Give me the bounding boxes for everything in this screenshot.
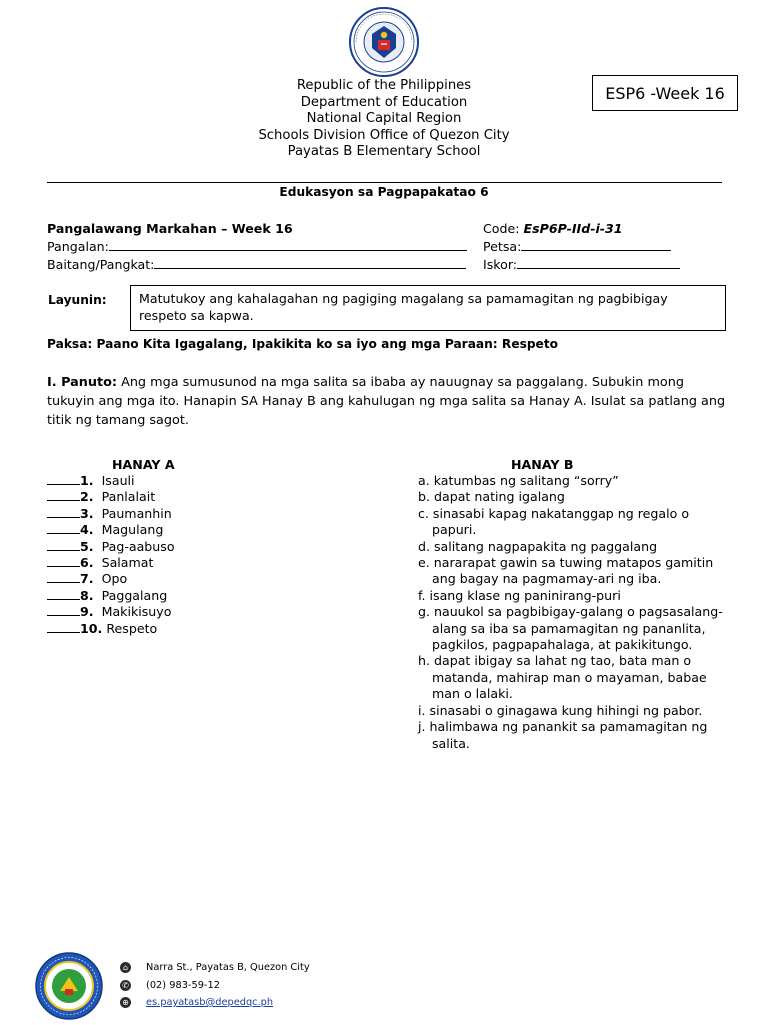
- objective-label: Layunin:: [48, 293, 107, 307]
- globe-icon: ⊕: [120, 997, 131, 1008]
- code-line: [483, 221, 623, 236]
- list-item: [47, 571, 175, 587]
- item-number: 3.: [80, 505, 94, 521]
- institution-header: [180, 78, 588, 161]
- hanay-a-title: HANAY A: [112, 457, 175, 472]
- header-divider: [47, 182, 722, 183]
- list-item: [47, 506, 175, 522]
- definition-item: i. sinasabi o ginagawa kung hihingi ng pabor.: [418, 702, 703, 718]
- header-line-school: Payatas B Elementary School: [287, 144, 481, 159]
- definition-item: a. katumbas ng salitang “sorry”: [418, 473, 619, 488]
- header-line-division: Schools Division Office of Quezon City: [258, 127, 510, 143]
- item-number: 10.: [80, 620, 103, 636]
- list-item: [47, 473, 175, 489]
- item-word: Isauli: [101, 473, 135, 488]
- item-word: Magulang: [101, 522, 164, 538]
- quarter-label: Pangalawang Markahan – Week 16: [47, 221, 293, 236]
- answer-blank[interactable]: [47, 604, 80, 616]
- answer-blank[interactable]: [47, 555, 80, 567]
- item-number: 7.: [80, 571, 94, 587]
- list-item: [47, 621, 175, 637]
- week-badge-label: ESP6 -Week 16: [605, 83, 725, 103]
- definition-item: e. nararapat gawin sa tuwing matapos gamitin ang bagay na pagmamay-ari ng iba.: [418, 555, 714, 587]
- definition-item: h. dapat ibigay sa lahat ng tao, bata man o matanda, mahirap man o mayaman, babae man o lalaki.: [418, 653, 707, 702]
- date-line: [483, 238, 671, 254]
- hanay-a-list: [47, 473, 175, 637]
- item-number: 5.: [80, 538, 94, 554]
- footer-phone: (02) 983-59-12: [146, 980, 220, 991]
- answer-blank[interactable]: [47, 522, 80, 534]
- answer-blank[interactable]: [47, 473, 80, 485]
- grade-label: Baitang/Pangkat:: [47, 257, 155, 272]
- item-number: 4.: [80, 522, 94, 538]
- definition-item: j. halimbawa ng panankit sa pamamagitan ng salita.: [418, 719, 708, 751]
- week-badge: [592, 75, 738, 111]
- topic-heading: Paksa: Paano Kita Igagalang, Ipakikita ko sa iyo ang mga Paraan: Respeto: [47, 337, 559, 351]
- list-item: [47, 604, 175, 620]
- item-word: Paumanhin: [101, 505, 172, 521]
- item-word: Salamat: [101, 555, 154, 571]
- item-word: Respeto: [106, 620, 158, 636]
- answer-blank[interactable]: [47, 506, 80, 518]
- deped-seal-logo: [348, 6, 420, 78]
- score-line: [483, 256, 680, 272]
- item-word: Panlalait: [101, 489, 156, 505]
- answer-blank[interactable]: [47, 621, 80, 633]
- definition-item: d. salitang nagpapakita ng paggalang: [418, 538, 658, 554]
- definition-item: f. isang klase ng paninirang-puri: [418, 587, 621, 603]
- item-word: Makikisuyo: [101, 604, 172, 620]
- instruction-paragraph: [47, 373, 732, 431]
- name-label: Pangalan:: [47, 239, 109, 254]
- item-word: Pag-aabuso: [101, 538, 175, 554]
- objective-text: Matutukoy ang kahalagahan ng pagiging magalang sa pamamagitan ng pagbibigay respeto sa kapwa.: [139, 291, 668, 323]
- instruction-text: Ang mga sumusunod na mga salita sa ibaba ay nauugnay sa paggalang. Subukin mong tukuyin ang mga ito. Hanapin SA Hanay B ang kahulugan ng mga salita sa Hanay A. Isulat sa patlang ang titik ng tamang sagot.: [47, 375, 726, 429]
- hanay-b-list: [418, 473, 723, 752]
- footer-address: Narra St., Payatas B, Quezon City: [146, 962, 310, 973]
- date-label: Petsa:: [483, 239, 522, 254]
- definition-item: b. dapat nating igalang: [418, 489, 565, 505]
- definition-item: g. nauukol sa pagbibigay-galang o pagsasalang-alang sa iba sa pamamagitan ng pananlita, pagkilos, pagpapahalaga, at pakikitungo.: [418, 604, 723, 653]
- header-line-republic: Republic of the Philippines: [296, 78, 472, 93]
- item-word: Paggalang: [101, 587, 168, 603]
- objective-box: [130, 285, 726, 331]
- answer-blank[interactable]: [47, 489, 80, 501]
- header-line-region: National Capital Region: [306, 111, 462, 126]
- name-line: [47, 238, 467, 254]
- answer-blank[interactable]: [47, 588, 80, 600]
- definition-item: c. sinasabi kapag nakatanggap ng regalo o papuri.: [418, 505, 690, 538]
- name-field[interactable]: [109, 238, 467, 251]
- grade-line: [47, 256, 466, 272]
- school-logo: [34, 951, 104, 1021]
- list-item: [47, 588, 175, 604]
- date-field[interactable]: [521, 238, 671, 251]
- score-field[interactable]: [517, 256, 680, 269]
- item-word: Opo: [101, 571, 128, 587]
- footer-email-link[interactable]: es.payatasb@depedqc.ph: [146, 997, 274, 1008]
- home-icon: ⌂: [120, 962, 131, 973]
- list-item: [47, 539, 175, 555]
- list-item: [47, 555, 175, 571]
- answer-blank[interactable]: [47, 571, 80, 583]
- list-item: [47, 522, 175, 538]
- item-number: 8.: [80, 587, 94, 603]
- code-label: Code:: [483, 221, 524, 236]
- phone-icon: ✆: [120, 980, 131, 991]
- instruction-label: I. Panuto:: [47, 375, 117, 390]
- item-number: 9.: [80, 604, 94, 620]
- item-number: 2.: [80, 489, 94, 505]
- score-label: Iskor:: [483, 257, 518, 272]
- answer-blank[interactable]: [47, 539, 80, 551]
- item-number: 1.: [80, 473, 94, 488]
- item-number: 6.: [80, 555, 94, 571]
- grade-field[interactable]: [154, 256, 466, 269]
- code-value: EsP6P-IId-i-31: [523, 221, 623, 236]
- subject-title: Edukasyon sa Pagpapakatao 6: [279, 185, 489, 199]
- header-line-department: Department of Education: [300, 94, 468, 110]
- list-item: [47, 489, 175, 505]
- hanay-b-title: HANAY B: [511, 457, 574, 472]
